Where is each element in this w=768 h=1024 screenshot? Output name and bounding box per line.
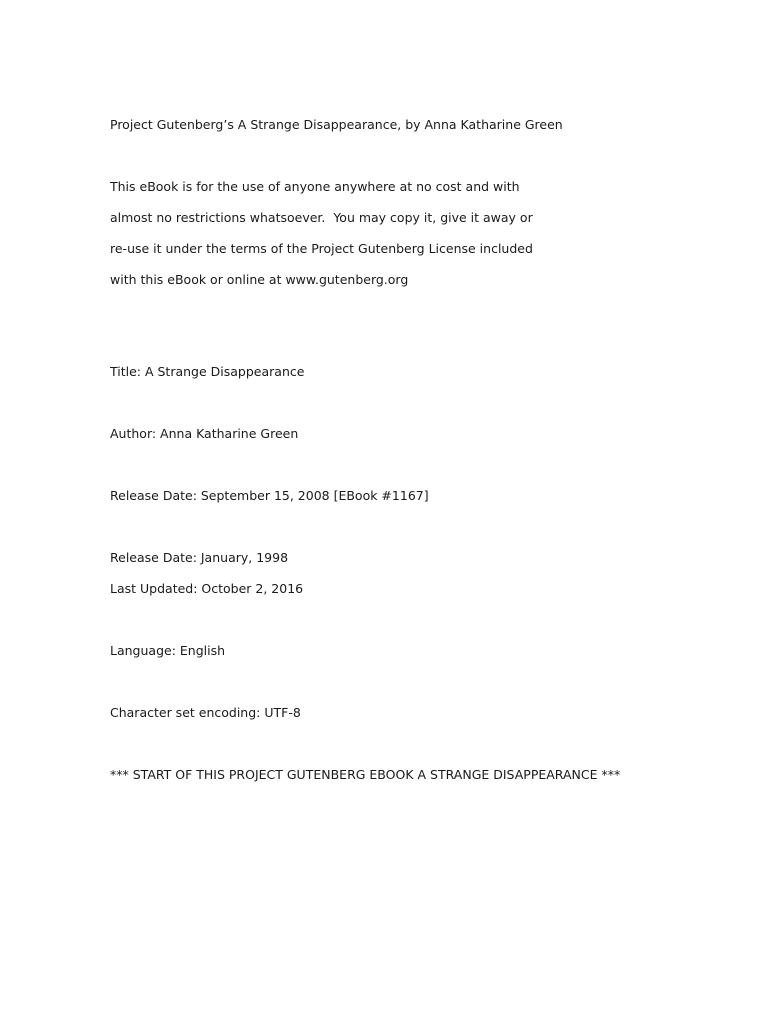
language-line: Language: English [110, 643, 226, 658]
notice-line-2: almost no restrictions whatsoever. You may copy it, give it away or [110, 210, 533, 225]
notice-line-1: This eBook is for the use of anyone anywhere at no cost and with [110, 179, 520, 194]
title-line: Title: A Strange Disappearance [110, 364, 305, 379]
last-updated-line: Last Updated: October 2, 2016 [110, 581, 304, 596]
original-release-line: Release Date: January, 1998 [110, 550, 289, 565]
notice-line-3: re-use it under the terms of the Project Gutenberg License included [110, 241, 533, 256]
header-line: Project Gutenberg’s A Strange Disappearance, by Anna Katharine Green [110, 117, 563, 132]
encoding-line: Character set encoding: UTF-8 [110, 705, 301, 720]
start-marker-line: *** START OF THIS PROJECT GUTENBERG EBOOK A STRANGE DISAPPEARANCE *** [110, 767, 621, 782]
release-date-line: Release Date: September 15, 2008 [EBook #1167] [110, 488, 429, 503]
author-line: Author: Anna Katharine Green [110, 426, 299, 441]
notice-line-4: with this eBook or online at www.gutenberg.org [110, 272, 409, 287]
